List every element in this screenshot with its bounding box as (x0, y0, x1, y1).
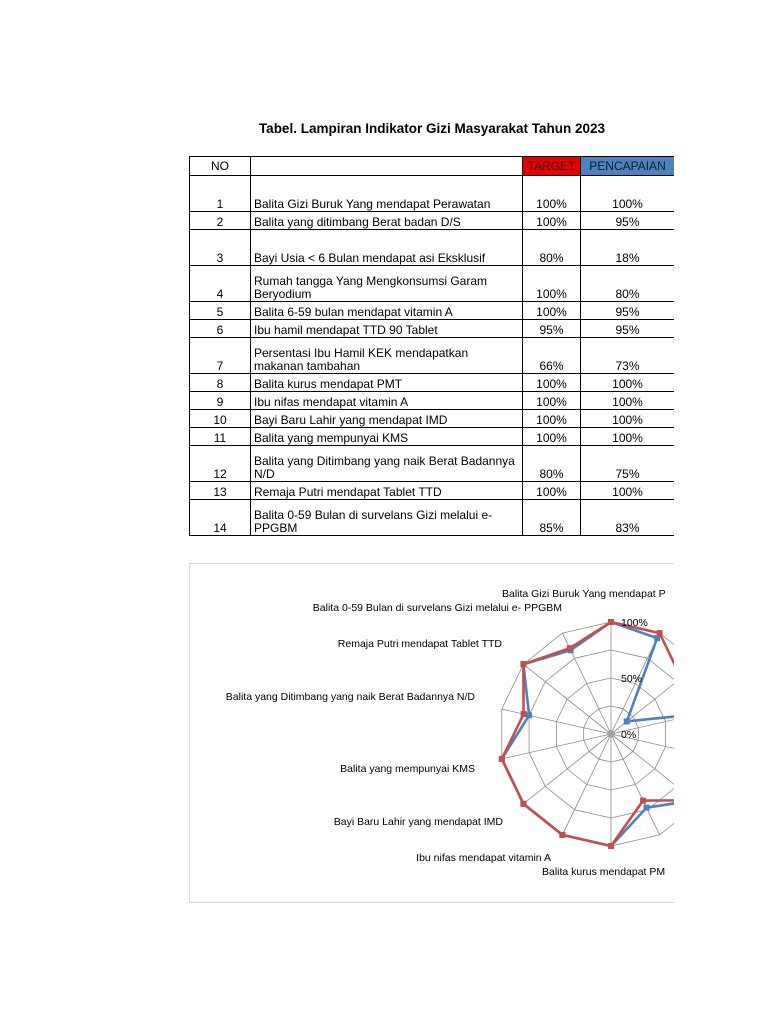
row-indicator: Bayi Usia < 6 Bulan mendapat asi Eksklusif (251, 230, 523, 266)
page-title: Tabel. Lampiran Indikator Gizi Masyarakat Tahun 2023 (258, 121, 606, 136)
row-no: 5 (190, 302, 251, 320)
row-indicator: Balita kurus mendapat PMT (251, 374, 523, 392)
row-target: 100% (523, 374, 581, 392)
row-pencapaian: 100% (581, 176, 675, 212)
header-pencapaian: PENCAPAIAN (581, 157, 675, 176)
row-indicator: Bayi Baru Lahir yang mendapat IMD (251, 410, 523, 428)
row-no: 13 (190, 482, 251, 500)
radar-grid-ring (529, 650, 680, 818)
radar-category-label: Balita yang mempunyai KMS (340, 763, 475, 775)
row-target: 100% (523, 428, 581, 446)
row-indicator: Ibu hamil mendapat TTD 90 Tablet (251, 320, 523, 338)
row-no: 8 (190, 374, 251, 392)
table-header-row (190, 157, 675, 176)
table-row (190, 212, 675, 230)
row-target: 80% (523, 230, 581, 266)
table-row (190, 374, 675, 392)
radar-category-label: Balita 0-59 Bulan di survelans Gizi melalui e- PPGBM (312, 602, 562, 614)
radar-spoke (562, 734, 611, 835)
radar-data-point (521, 711, 527, 717)
row-indicator: Balita 0-59 Bulan di survelans Gizi melalui e-PPGBM (251, 500, 523, 536)
radar-data-point (520, 801, 526, 807)
radar-data-point (643, 805, 649, 811)
row-no: 14 (190, 500, 251, 536)
radar-series-line (502, 622, 680, 846)
table-row (190, 428, 675, 446)
row-target: 100% (523, 266, 581, 302)
row-pencapaian: 95% (581, 212, 675, 230)
radar-series-line (502, 622, 680, 846)
radar-chart (189, 563, 681, 903)
radar-tick-label: 0% (621, 729, 637, 741)
table-row (190, 482, 675, 500)
radar-category-label: Balita kurus mendapat PM (542, 866, 666, 878)
row-no: 1 (190, 176, 251, 212)
radar-data-point (499, 756, 505, 762)
row-pencapaian: 100% (581, 428, 675, 446)
radar-data-point (657, 630, 663, 636)
row-no: 12 (190, 446, 251, 482)
table-row (190, 446, 675, 482)
row-indicator: Persentasi Ibu Hamil KEK mendapatkan makanan tambahan (251, 338, 523, 374)
indicator-table (189, 156, 675, 536)
row-indicator: Balita 6-59 bulan mendapat vitamin A (251, 302, 523, 320)
row-target: 85% (523, 500, 581, 536)
row-indicator: Balita yang ditimbang Berat badan D/S (251, 212, 523, 230)
radar-category-label: Bayi Baru Lahir yang mendapat IMD (333, 816, 503, 828)
table-row (190, 176, 675, 212)
radar-center-point (607, 730, 615, 738)
row-target: 100% (523, 302, 581, 320)
radar-spoke (611, 734, 680, 804)
radar-grid-ring (502, 622, 680, 846)
row-no: 7 (190, 338, 251, 374)
row-indicator: Balita yang mempunyai KMS (251, 428, 523, 446)
page-right-margin (674, 0, 768, 1024)
table-row (190, 230, 675, 266)
row-indicator: Balita Gizi Buruk Yang mendapat Perawatan (251, 176, 523, 212)
table-row (190, 266, 675, 302)
table-row (190, 302, 675, 320)
radar-category-label: Balita Gizi Buruk Yang mendapat P (502, 588, 666, 600)
row-pencapaian: 100% (581, 392, 675, 410)
table-row (190, 500, 675, 536)
row-target: 95% (523, 320, 581, 338)
row-no: 2 (190, 212, 251, 230)
radar-data-point (567, 645, 573, 651)
row-pencapaian: 95% (581, 302, 675, 320)
table-row (190, 392, 675, 410)
row-pencapaian: 100% (581, 482, 675, 500)
radar-category-label: Remaja Putri mendapat Tablet TTD (337, 638, 502, 650)
row-pencapaian: 100% (581, 374, 675, 392)
table-row (190, 338, 675, 374)
radar-data-point (608, 843, 614, 849)
row-indicator: Rumah tangga Yang Mengkonsumsi Garam Beryodium (251, 266, 523, 302)
row-no: 3 (190, 230, 251, 266)
row-pencapaian: 18% (581, 230, 675, 266)
table-row (190, 410, 675, 428)
row-target: 100% (523, 176, 581, 212)
row-indicator: Remaja Putri mendapat Tablet TTD (251, 482, 523, 500)
radar-tick-label: 50% (621, 673, 643, 685)
row-target: 100% (523, 410, 581, 428)
row-indicator: Balita yang Ditimbang yang naik Berat Badannya N/D (251, 446, 523, 482)
row-target: 80% (523, 446, 581, 482)
row-no: 11 (190, 428, 251, 446)
row-pencapaian: 75% (581, 446, 675, 482)
row-pencapaian: 95% (581, 320, 675, 338)
row-pencapaian: 83% (581, 500, 675, 536)
row-target: 66% (523, 338, 581, 374)
radar-data-point (624, 718, 630, 724)
row-no: 4 (190, 266, 251, 302)
row-target: 100% (523, 212, 581, 230)
header-target: TARGET (523, 157, 581, 176)
row-target: 100% (523, 392, 581, 410)
radar-data-point (559, 832, 565, 838)
row-indicator: Ibu nifas mendapat vitamin A (251, 392, 523, 410)
header-no: NO (190, 157, 251, 176)
radar-category-label: Balita yang Ditimbang yang naik Berat Badannya N/D (225, 691, 475, 703)
header-indicator (251, 157, 523, 176)
row-target: 100% (523, 482, 581, 500)
row-pencapaian: 73% (581, 338, 675, 374)
radar-data-point (520, 661, 526, 667)
table-row (190, 320, 675, 338)
radar-data-point (608, 619, 614, 625)
row-no: 9 (190, 392, 251, 410)
radar-tick-label: 100% (621, 617, 648, 629)
row-pencapaian: 80% (581, 266, 675, 302)
radar-chart-svg (190, 564, 680, 902)
radar-data-point (526, 712, 532, 718)
row-no: 10 (190, 410, 251, 428)
radar-category-label: Ibu nifas mendapat vitamin A (416, 852, 551, 864)
row-no: 6 (190, 320, 251, 338)
radar-data-point (640, 798, 646, 804)
row-pencapaian: 100% (581, 410, 675, 428)
